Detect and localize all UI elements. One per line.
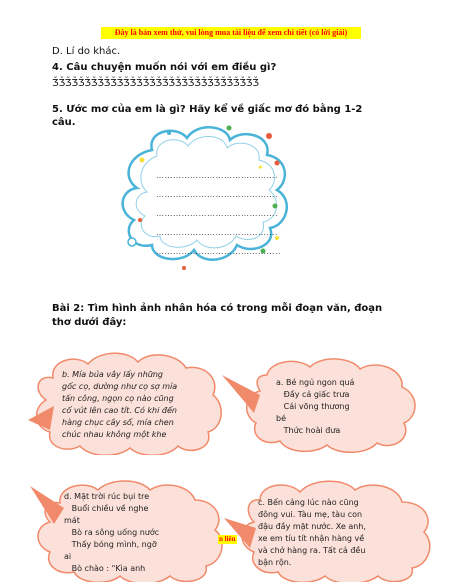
answer-line: ……………………………………. [156, 228, 279, 237]
cloud-b-text: b. Mía bủa vây lấy những gốc cọ, dường như cọ sợ mía tấn công, ngọn cọ nào cũng cố vút lên cao tít. Có khi đến hàng chục cây số, mía chen chúc nhau không một khe [62, 370, 178, 439]
answer-line: ……………………………………. [156, 209, 279, 218]
option-d: D. Lí do khác. [52, 46, 121, 57]
exercise-2-line2: thơ dưới đây: [52, 317, 127, 328]
answer-lines [156, 171, 281, 266]
cloud-c-text: c. Bến cảng lúc nào cũng đông vui. Tàu mẹ, tàu con đậu đầy mặt nước. Xe anh, xe em tíu tít nhận hàng về và chở hàng ra. Tất cả đều bận rộn. [258, 498, 366, 567]
question-5-line1: 5. Ước mơ của em là gì? Hãy kể về giấc mơ đó bằng 1-2 [52, 104, 363, 115]
answer-line: ……………………………………. [156, 190, 279, 199]
cloud-d-text: d. Mặt trời rúc bụi tre Buổi chiều về nghe mát Bò ra sông uống nước Thấy bóng mình, ngỡ ai Bò chào : "Kìa anh [64, 492, 160, 573]
preview-banner: Đây là bản xem thử, vui lòng mua tài liệu để xem chi tiết (có lời giải) [101, 27, 361, 39]
preview-sticker: n liên [219, 535, 236, 543]
exercise-2-line1: Bài 2: Tìm hình ảnh nhân hóa có trong mỗi đoạn văn, đoạn [52, 303, 383, 314]
question-4: 4. Câu chuyện muốn nói với em điều gì? [52, 62, 277, 73]
answer-line: ……………………………………. [156, 171, 279, 180]
question-5-line2: câu. [52, 117, 76, 128]
answer-line: …………………………………….. [156, 247, 282, 256]
svg-text:✦: ✦ [257, 163, 264, 172]
cloud-a-text: a. Bé ngủ ngon quá Đầy cả giấc trưa Cái võng thương bé Thức hoài đưa [276, 378, 355, 435]
answer-placeholder-dots: ǮǮǮǮǮǮǮǮǮǮǮǮǮǮǮǮǮǮǮǮǮǮǮǮǮǮǮǮǮǮǮǮ [52, 78, 259, 89]
